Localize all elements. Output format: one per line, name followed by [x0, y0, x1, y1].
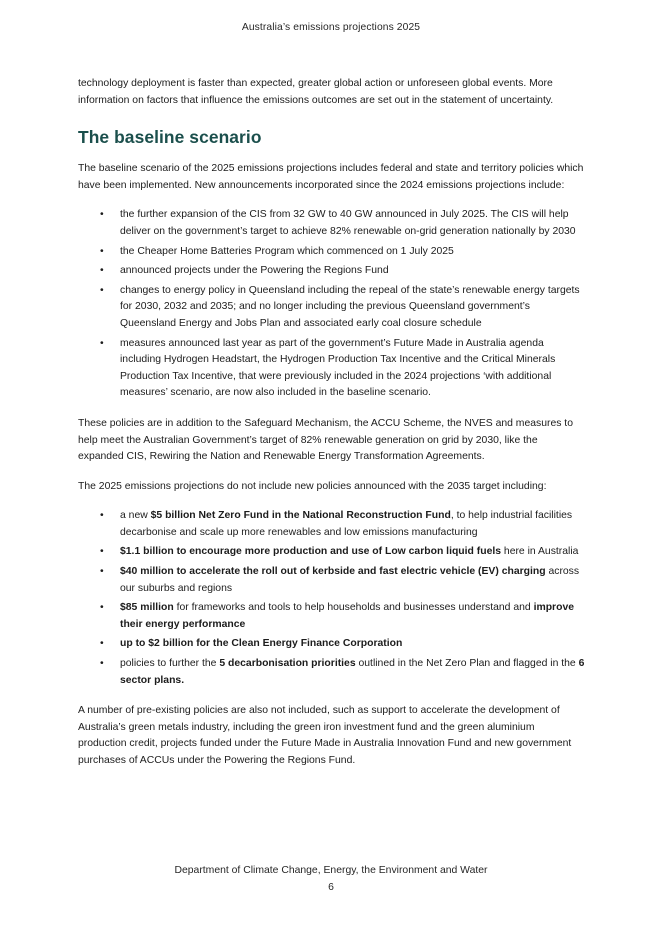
list-item-text: announced projects under the Powering the Regions Fund — [120, 265, 389, 277]
list-item-text: the further expansion of the CIS from 32 GW to 40 GW announced in July 2025. The CIS will help deliver on the government’s target to achieve 82% renewable on-grid generation nationally by 2030 — [120, 209, 576, 237]
running-header — [0, 22, 662, 33]
list-item-text: the Cheaper Home Batteries Program which commenced on 1 July 2025 — [120, 245, 454, 257]
closing-paragraph: A number of pre-existing policies are also not included, such as support to accelerate the development of Australia’s green metals industry, including the green iron investment fund and the green aluminium production credit, projects funded under the Future Made in Australia Innovation Fund and new government purchases of ACCUs under the Powering the Regions Fund. — [78, 705, 572, 766]
list-item-text: measures announced last year as part of the government’s Future Made in Australia agenda including Hydrogen Headstart, the Hydrogen Production Tax Incentive and the Critical Minerals Production Tax Incentive, that were previously included in the 2024 projections ‘with additional measures’ scenario, are now also included in the baseline scenario. — [120, 337, 556, 399]
emphasis-text: up to $2 billion for the Clean Energy Finance Corporation — [120, 638, 403, 650]
list-item — [78, 336, 585, 402]
list-item — [78, 544, 585, 561]
plain-text: here in Australia — [501, 546, 579, 558]
list-item-text: changes to energy policy in Queensland including the repeal of the state’s renewable energy targets for 2030, 2032 and 2035; and no longer including the previous Queensland government’s Queensland Energy and Jobs Plan and associated early coal closure schedule — [120, 284, 580, 329]
plain-text: for frameworks and tools to help households and businesses understand and — [173, 602, 534, 614]
list-item — [78, 263, 585, 280]
running-header-title: Australia’s emissions projections 2025 — [241, 22, 421, 33]
bullet-dot-icon: • — [100, 566, 104, 578]
list-item-text — [120, 546, 578, 557]
plain-text: outlined in the Net Zero Plan and flagged in the — [355, 658, 579, 670]
plain-text: a new — [120, 510, 151, 522]
list-item — [78, 207, 585, 240]
list-item-text — [120, 602, 574, 630]
emphasis-text: $1.1 billion to encourage more production and use of Low carbon liquid fuels — [120, 546, 502, 558]
plain-text: , to help industrial facilities decarbonise and scale up more renewables and low emissions manufacturing — [120, 510, 573, 538]
emphasis-text: 6 sector plans. — [120, 658, 585, 686]
list-item — [78, 656, 585, 689]
list-item — [78, 283, 585, 333]
emphasis-text: 5 decarbonisation priorities — [219, 658, 356, 670]
bullet-dot-icon: • — [100, 658, 104, 670]
bullet-dot-icon: • — [100, 265, 104, 277]
page-number: 6 — [328, 882, 334, 893]
list-item — [78, 636, 585, 653]
list-item — [78, 564, 585, 597]
footer-department: Department of Climate Change, Energy, the Environment and Water — [174, 865, 488, 876]
plain-text: across our suburbs and regions — [120, 566, 580, 594]
emphasis-text: $5 billion Net Zero Fund in the National Reconstruction Fund — [150, 510, 451, 522]
emphasis-text: $85 million — [120, 602, 174, 614]
baseline-intro-paragraph: The baseline scenario of the 2025 emissions projections includes federal and state and territory policies which have been implemented. New announcements incorporated since the 2024 emissions projections include: — [78, 163, 584, 191]
bullet-dot-icon: • — [100, 337, 104, 349]
excluded-intro-paragraph: The 2025 emissions projections do not include new policies announced with the 2035 target including: — [78, 480, 547, 492]
bullet-dot-icon: • — [100, 602, 104, 614]
list-item-text — [120, 638, 402, 649]
list-item — [78, 244, 585, 261]
list-item — [78, 508, 585, 541]
bullet-dot-icon: • — [100, 245, 104, 257]
bullet-dot-icon: • — [100, 638, 104, 650]
plain-text: policies to further the — [120, 658, 220, 670]
list-item — [78, 600, 585, 633]
additional-policies-paragraph: These policies are in addition to the Safeguard Mechanism, the ACCU Scheme, the NVES and measures to help meet the Australian Government’s target of 82% renewable generation on grid by 2030, like the expanded CIS, Rewiring the Nation and Renewable Energy Transformation Agreements. — [78, 417, 573, 463]
page-footer — [0, 862, 662, 896]
emphasis-text: $40 million to accelerate the roll out of kerbside and fast electric vehicle (EV) charging — [120, 566, 546, 578]
page-content — [78, 76, 585, 783]
bullet-dot-icon: • — [100, 546, 104, 558]
bullet-dot-icon: • — [100, 510, 104, 522]
intro-paragraph: technology deployment is faster than expected, greater global action or unforeseen global events. More information on factors that influence the emissions outcomes are set out in the statement of uncertainty. — [78, 78, 554, 106]
bullet-dot-icon: • — [100, 284, 104, 296]
list-item-text — [120, 566, 579, 594]
bullet-dot-icon: • — [100, 209, 104, 221]
emphasis-text: improve their energy performance — [120, 602, 574, 630]
page-title: The baseline scenario — [78, 127, 262, 148]
list-item-text — [120, 510, 572, 538]
excluded-bullet-list — [78, 508, 585, 689]
list-item-text — [120, 658, 584, 686]
baseline-bullet-list — [78, 207, 585, 402]
